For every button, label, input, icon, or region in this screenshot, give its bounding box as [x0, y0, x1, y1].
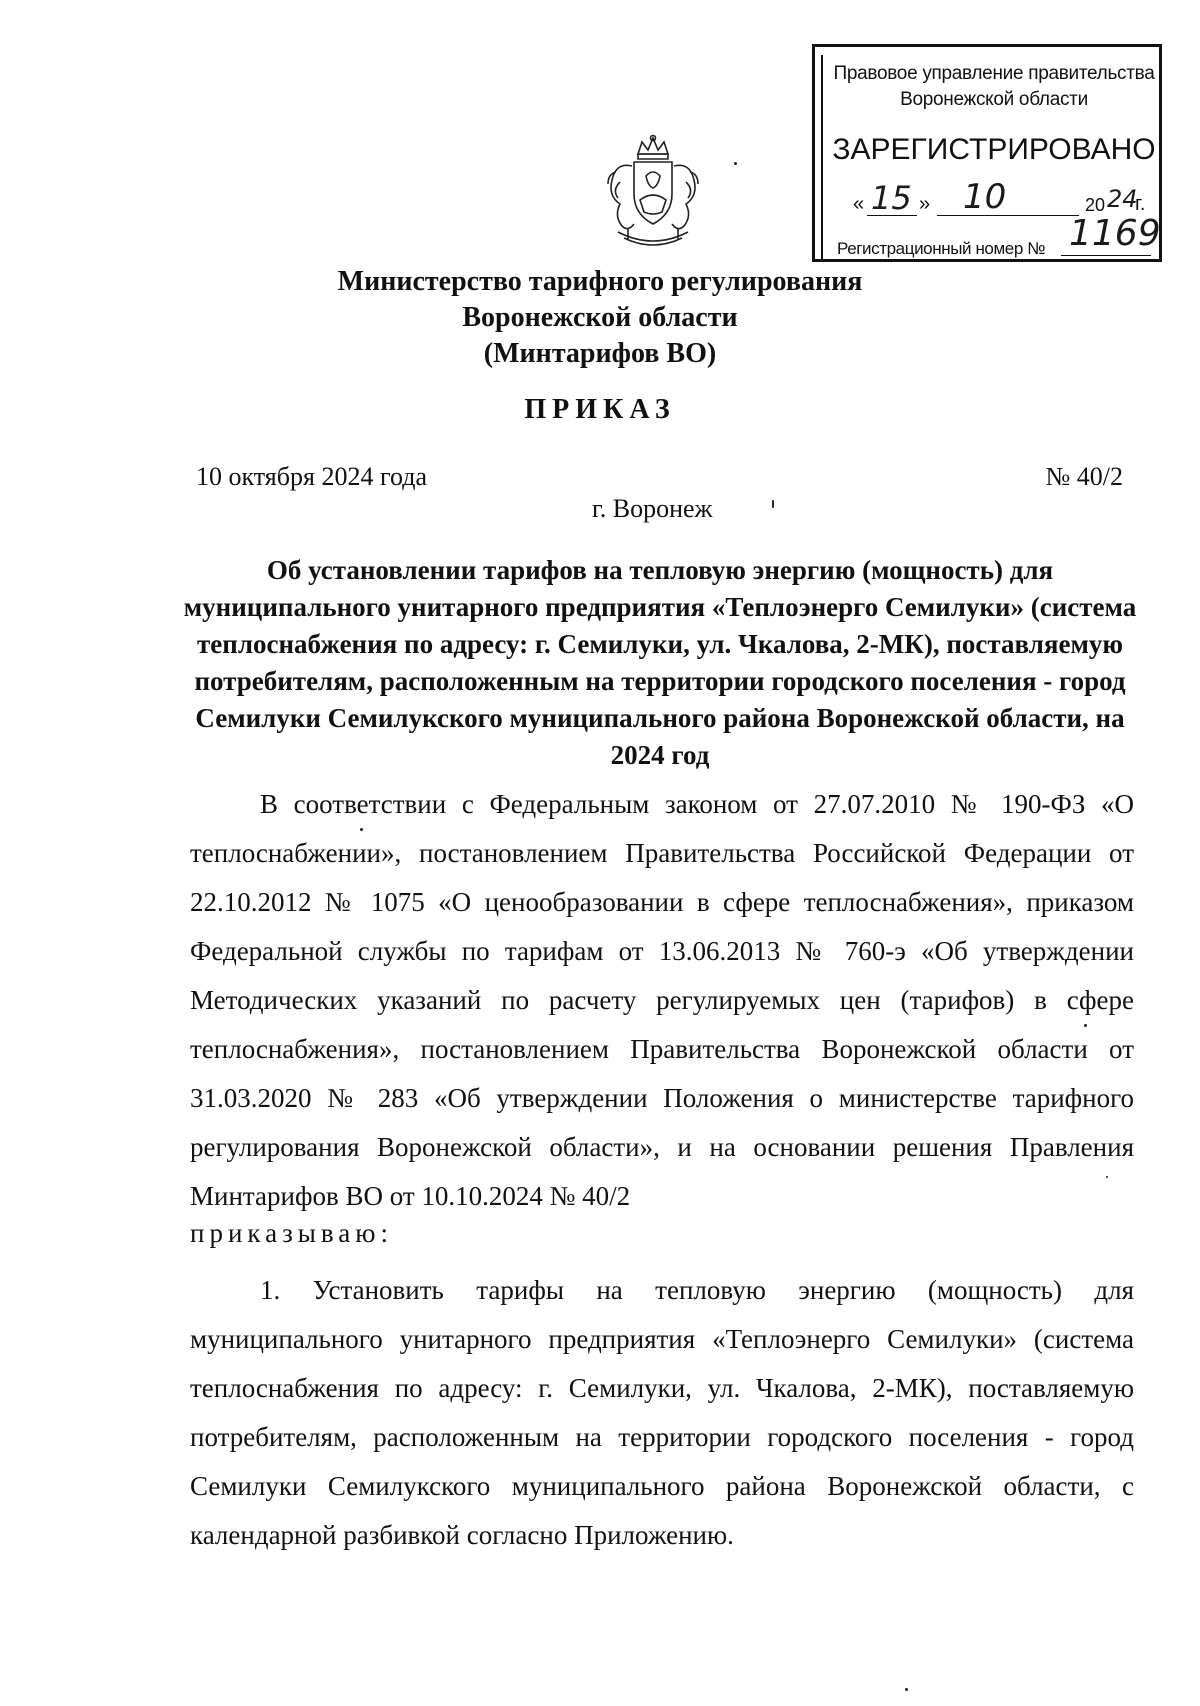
scan-speck — [905, 1688, 908, 1691]
registration-stamp — [812, 44, 1162, 262]
scan-speck — [360, 828, 363, 831]
stamp-reg-underline — [1061, 255, 1151, 256]
order-word: приказываю: — [190, 1218, 393, 1248]
coat-of-arms-icon — [598, 132, 708, 250]
stamp-border-line — [821, 55, 823, 259]
ministry-line-1: Министерство тарифного регулирования — [337, 266, 863, 297]
stamp-reg-row — [829, 213, 1161, 261]
document-subject: Об установлении тарифов на тепловую энергию (мощность) для муниципального унитарного предприятия «Теплоэнерго Семилуки» (система теплоснабжения по адресу: г. Семилуки, ул. Чкалова, 2-МК), поставляемую потребителям, расположенным на территории городского поселения - город Семилуки Семилукского муниципального района Воронежской области, на 2024 год — [183, 555, 1137, 770]
stamp-reg-label: Регистрационный номер № — [837, 239, 1046, 258]
scan-speck — [734, 162, 737, 165]
ministry-line-2: Воронежской области — [462, 302, 738, 333]
stamp-day-underline — [867, 215, 917, 216]
stamp-status: ЗАРЕГИСТРИРОВАНО — [832, 133, 1156, 166]
document-type-title: ПРИКАЗ — [524, 394, 676, 425]
stamp-org-line-2: Воронежской области — [900, 89, 1088, 110]
stamp-year-unit: г. — [1135, 193, 1146, 215]
scan-speck — [1084, 1024, 1087, 1027]
stamp-day: 15 — [871, 179, 912, 217]
stamp-reg-number: 1169 — [1069, 213, 1161, 254]
document-date: 10 октября 2024 года — [196, 462, 427, 491]
preamble-paragraph: В соответствии с Федеральным законом от 27.07.2010 № 190-ФЗ «О теплоснабжении», постановлением Правительства Российской Федерации от 22.10.2012 № 1075 «О ценообразовании в сфере теплоснабжения», приказом Федеральной службы по тарифам от 13.06.2013 № 760-э «Об утверждении Методических указаний по расчету регулируемых цен (тарифов) в сфере теплоснабжения», постановлением Правительства Воронежской области от 31.03.2020 № 283 «Об утверждении Положения о министерстве тарифного регулирования Воронежской области», и на основании решения Правления Минтарифов ВО от 10.10.2024 № 40/2 — [190, 789, 1134, 1211]
ministry-header — [0, 264, 1200, 372]
document-number: № 40/2 — [1045, 462, 1123, 491]
stamp-month-underline — [937, 215, 1079, 216]
scan-speck — [772, 500, 774, 508]
order-item-1: 1. Установить тарифы на тепловую энергию (мощность) для муниципального унитарного предприятия «Теплоэнерго Семилуки» (система теплоснабжения по адресу: г. Семилуки, ул. Чкалова, 2-МК), поставляемую потребителям, расположенным на территории городского поселения - город Семилуки Семилукского муниципального района Воронежской области, с календарной разбивкой согласно Приложению. — [190, 1275, 1134, 1550]
document-city: г. Воронеж — [592, 494, 713, 523]
stamp-month: 10 — [963, 177, 1007, 217]
stamp-quote-open: « — [853, 193, 865, 215]
ministry-line-3: (Минтарифов ВО) — [483, 338, 717, 369]
stamp-quote-close: » — [919, 193, 931, 215]
stamp-year-prefix: 20 — [1085, 195, 1106, 215]
stamp-org-line-1: Правовое управление правительства — [833, 63, 1155, 84]
scan-speck — [1106, 1176, 1108, 1178]
stamp-year-suffix: 24 — [1107, 185, 1138, 213]
